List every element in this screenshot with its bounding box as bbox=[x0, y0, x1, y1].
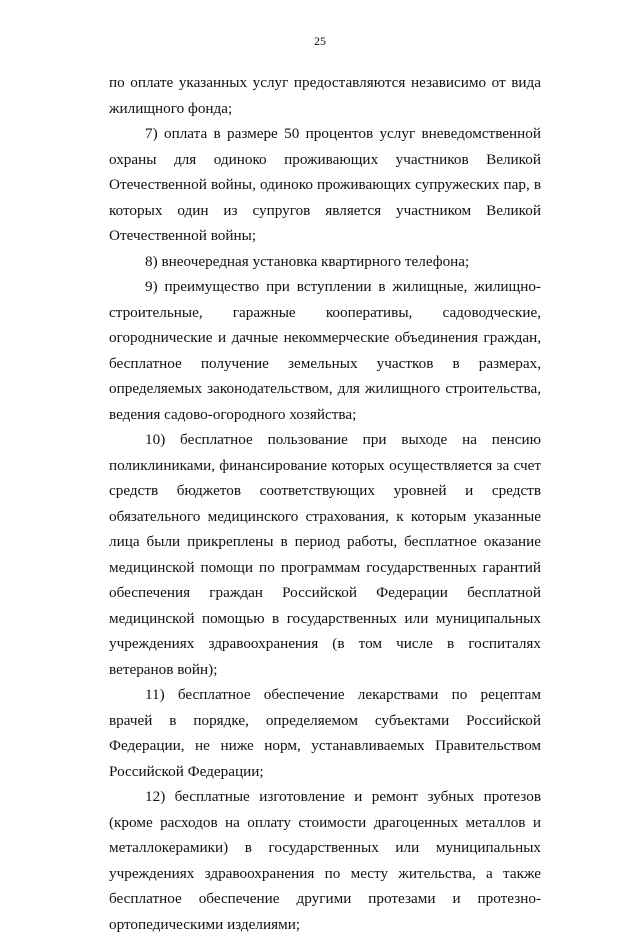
paragraph-item-11: 11) бесплатное обеспечение лекарствами по рецептам врачей в порядке, определяемом субъектами Российской Федерации, не ниже норм, устанавливаемых Правительством Российской Федерации; bbox=[109, 686, 541, 780]
paragraph-item-8: 8) внеочередная установка квартирного телефона; bbox=[145, 252, 470, 270]
paragraph-item-7: 7) оплата в размере 50 процентов услуг вневедомственной охраны для одиноко проживающих участников Великой Отечественной войны, одиноко проживающих супружеских пар, в которых один из супругов является участником Великой Отечественной войны; bbox=[109, 125, 541, 244]
paragraph-item-10: 10) бесплатное пользование при выходе на пенсию поликлиниками, финансирование которых осуществляется за счет средств бюджетов соответствующих уровней и средств обязательного медицинского страхования, к которым указанные лица были прикреплены в период работы, бесплатное оказание медицинской помощи по программам государственных гарантий обеспечения граждан Российской Федерации бесплатной медицинской помощью в государственных или муниципальных учреждениях здравоохранения (в том числе в госпиталях ветеранов войн); bbox=[109, 431, 541, 678]
paragraph-item-9: 9) преимущество при вступлении в жилищные, жилищно-строительные, гаражные кооперативы, садоводческие, огороднические и дачные некоммерческие объединения граждан, бесплатное получение земельных участков в размерах, определяемых законодательством, для жилищного строительства, ведения садово-огородного хозяйства; bbox=[109, 278, 541, 423]
paragraph-continuation: по оплате указанных услуг предоставляются независимо от вида жилищного фонда; bbox=[109, 74, 541, 117]
document-body bbox=[109, 70, 541, 937]
page-number: 25 bbox=[314, 34, 326, 48]
paragraph-item-12: 12) бесплатные изготовление и ремонт зубных протезов (кроме расходов на оплату стоимости драгоценных металлов и металлокерамики) в государственных или муниципальных учреждениях здравоохранения по месту жительства, а также бесплатное обеспечение другими протезами и протезно-ортопедическими изделиями; bbox=[109, 788, 541, 933]
